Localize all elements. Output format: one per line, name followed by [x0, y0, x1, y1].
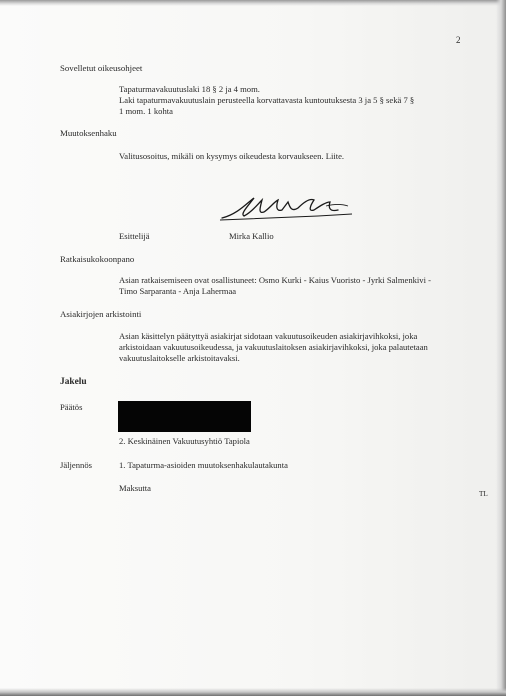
applied-law-line-3: 1 mom. 1 kohta: [119, 106, 173, 116]
page-number: 2: [456, 35, 461, 45]
copy-label: Jäljennös: [60, 460, 92, 470]
initials: TL: [479, 490, 488, 498]
archiving-line-1: Asian käsittelyn päätyttyä asiakirjat sidotaan vakuutusoikeuden asiakirjavihkoksi, joka: [119, 331, 418, 341]
applied-law-heading: Sovelletut oikeusohjeet: [60, 63, 143, 73]
appeal-heading: Muutoksenhaku: [60, 128, 117, 138]
redaction-block: [118, 401, 251, 432]
composition-heading: Ratkaisukokoonpano: [60, 254, 135, 264]
decision-label: Päätös: [60, 402, 83, 412]
composition-line-1: Asian ratkaisemiseen ovat osallistuneet: Osmo Kurki - Kaius Vuoristo - Jyrki Salmenkivi -: [119, 275, 431, 285]
copy-recipient-1: 1. Tapaturma-asioiden muutoksenhakulautakunta: [119, 460, 288, 470]
archiving-heading: Asiakirjojen arkistointi: [60, 309, 142, 319]
signer-name: Mirka Kallio: [229, 231, 274, 241]
handwritten-signature: [218, 192, 356, 224]
fee-note: Maksutta: [119, 483, 151, 493]
appeal-text: Valitusosoitus, mikäli on kysymys oikeudesta korvaukseen. Liite.: [119, 151, 345, 161]
scan-edge-top: [0, 0, 506, 6]
scan-edge-right: [496, 0, 506, 696]
applied-law-line-1: Tapaturmavakuutuslaki 18 § 2 ja 4 mom.: [119, 84, 260, 94]
decision-recipient-2: 2. Keskinäinen Vakuutusyhtiö Tapiola: [119, 436, 250, 446]
archiving-line-3: vakuutuslaitokselle arkistoitavaksi.: [119, 353, 240, 363]
scan-edge-bottom: [0, 688, 506, 696]
presenter-label: Esittelijä: [119, 231, 150, 241]
applied-law-line-2: Laki tapaturmavakuutuslain perusteella korvattavasta kuntoutuksesta 3 ja 5 § sekä 7 §: [119, 95, 415, 105]
archiving-line-2: arkistoidaan vakuutusoikeudessa, ja vakuutuslaitoksen asiakirjavihkoksi, joka palautetaan: [119, 342, 428, 352]
distribution-heading: Jakelu: [60, 377, 87, 387]
composition-line-2: Timo Sarparanta - Anja Lahermaa: [119, 286, 237, 296]
